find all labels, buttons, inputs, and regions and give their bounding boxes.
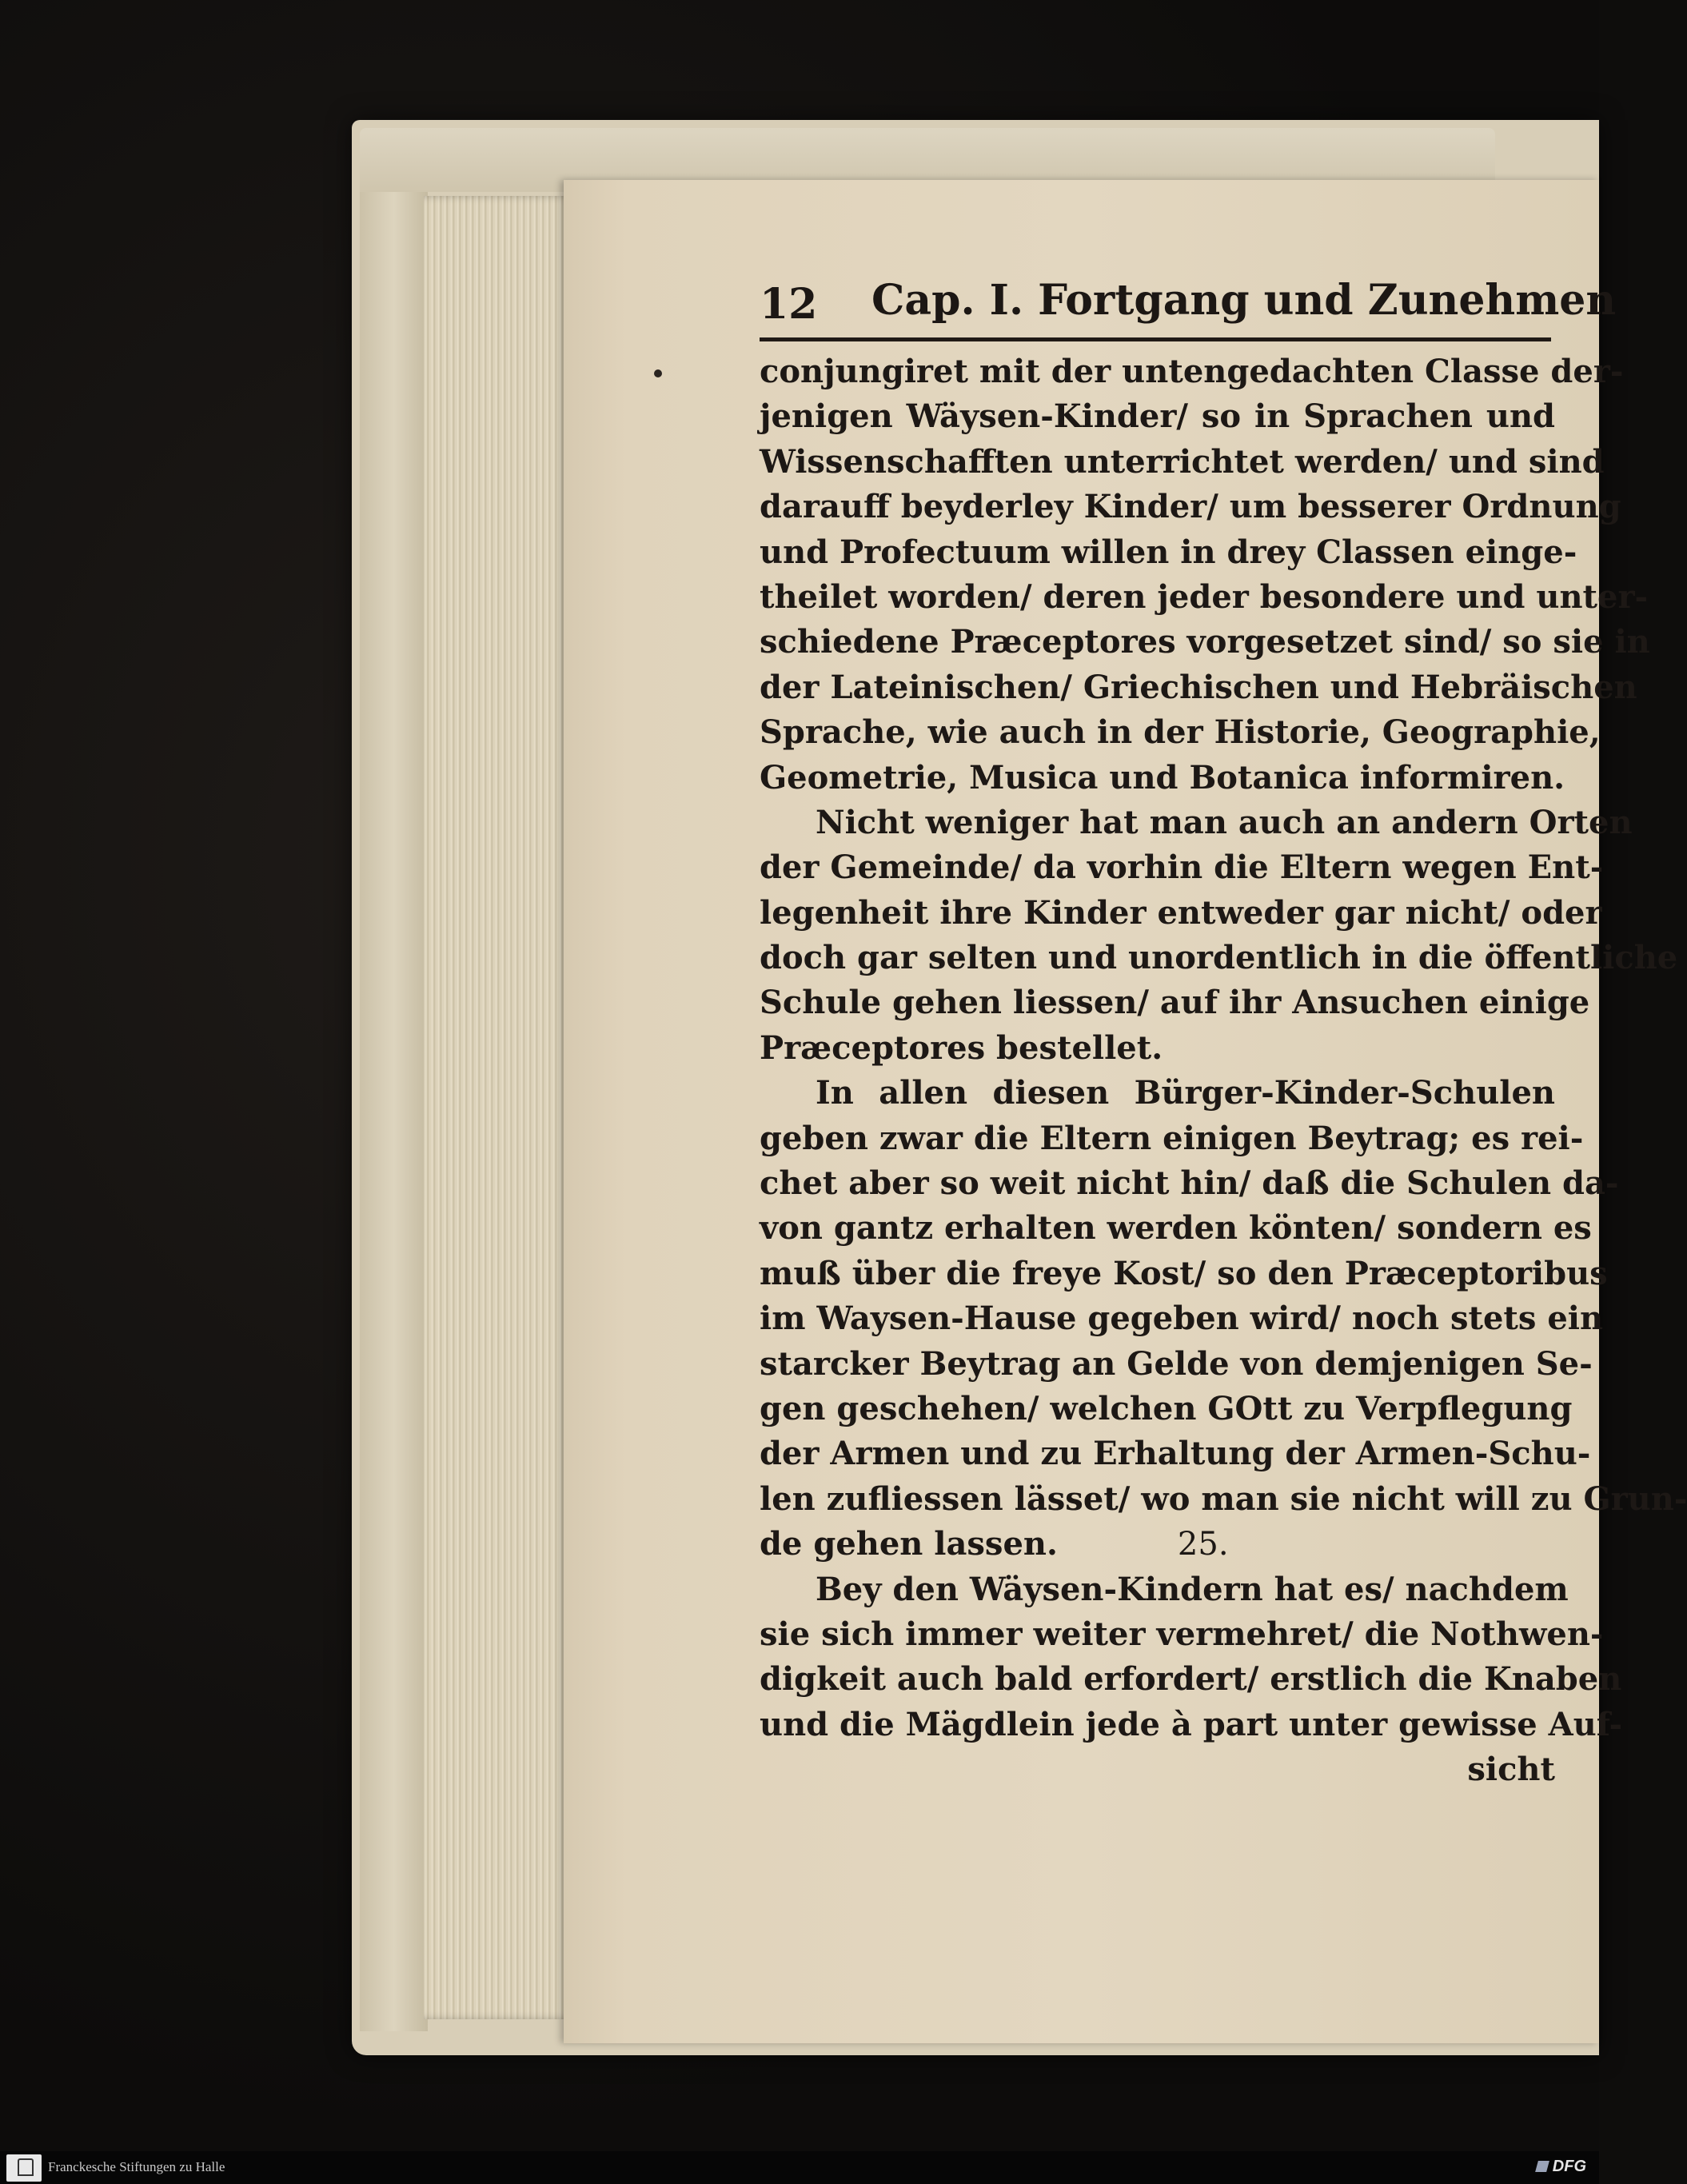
text-line: len zufliessen lässet/ wo man sie nicht will zu Grun- [760,1479,1687,1518]
running-title: Cap. I. Fortgang und Zunehmen [871,276,1617,325]
text-line: Præceptores bestellet. [760,1028,1163,1067]
text-line-content: de gehen lassen. [760,1525,1058,1563]
text-line: und die Mägdlein jede à part unter gewisse Auf- [760,1705,1623,1743]
paper-speck [654,369,662,377]
institution-logo-icon [6,2154,42,2182]
text-line: jenigen Wäysen-Kinder/ so in Sprachen und [760,397,1555,436]
text-line: der Armen und zu Erhaltung der Armen-Schu- [760,1435,1591,1473]
text-line: sie sich immer weiter vermehret/ die Nothwen- [760,1615,1604,1653]
header-rule [760,337,1551,341]
text-line: conjungiret mit der untengedachten Classe der- [760,353,1624,390]
text-line: und Profectuum willen in drey Classen einge- [760,533,1577,571]
margin-number: 25. [1177,1526,1229,1563]
page-edges [424,196,576,2019]
dfg-label: DFG [1552,2158,1586,2175]
institution-name: Franckesche Stiftungen zu Halle [48,2159,225,2174]
text-line: darauff beyderley Kinder/ um besserer Ordnung [760,488,1621,526]
page-number: 12 [760,280,818,329]
text-line [760,1522,1555,1567]
text-line: In allen diesen Bürger-Kinder-Schulen [816,1074,1555,1112]
text-line: doch gar selten und unordentlich in die öffentliche [760,939,1678,977]
text-line: digkeit auch bald erfordert/ erstlich die Knaben [760,1660,1622,1699]
viewer-footer [0,2151,1599,2184]
text-line: schiedene Præceptores vorgesetzet sind/ so sie in [760,623,1650,661]
text-line: starcker Beytrag an Gelde von demjenigen Se- [760,1344,1593,1383]
text-line: gen geschehen/ welchen GOtt zu Verpflegung [760,1389,1573,1427]
text-line: theilet worden/ deren jeder besondere und unter- [760,577,1649,616]
text-line: von gantz erhalten werden könten/ sondern es [760,1209,1592,1248]
text-line: Bey den Wäysen-Kindern hat es/ nachdem [816,1570,1569,1608]
book-spine-edge [360,192,428,2031]
text-line: muß über die freye Kost/ so den Præceptoribus [760,1254,1608,1292]
page-body-text [760,349,1687,1793]
page-header [760,276,1617,332]
text-line: der Lateinischen/ Griechischen und Hebräischen [760,668,1637,706]
catchword: sicht [1467,1751,1555,1789]
text-line: Sprache, wie auch in der Historie, Geographie, [760,713,1601,752]
text-line: legenheit ihre Kinder entweder gar nicht/ oder [760,893,1602,932]
dfg-logo [1537,2158,1586,2176]
text-line: Geometrie, Musica und Botanica informiren. [760,758,1565,797]
text-line: im Waysen-Hause gegeben wird/ noch stets ein [760,1300,1604,1338]
text-line: chet aber so weit nicht hin/ daß die Schulen da- [760,1164,1619,1203]
text-line: Wissenschafften unterrichtet werden/ und sind [760,442,1605,481]
text-line: der Gemeinde/ da vorhin die Eltern wegen Ent- [760,848,1604,887]
text-line: geben zwar die Eltern einigen Beytrag; es rei- [760,1119,1584,1157]
dfg-mark-icon [1535,2161,1549,2172]
text-line: Schule gehen liessen/ auf ihr Ansuchen einige [760,984,1590,1022]
text-line: Nicht weniger hat man auch an andern Orten [816,803,1633,841]
